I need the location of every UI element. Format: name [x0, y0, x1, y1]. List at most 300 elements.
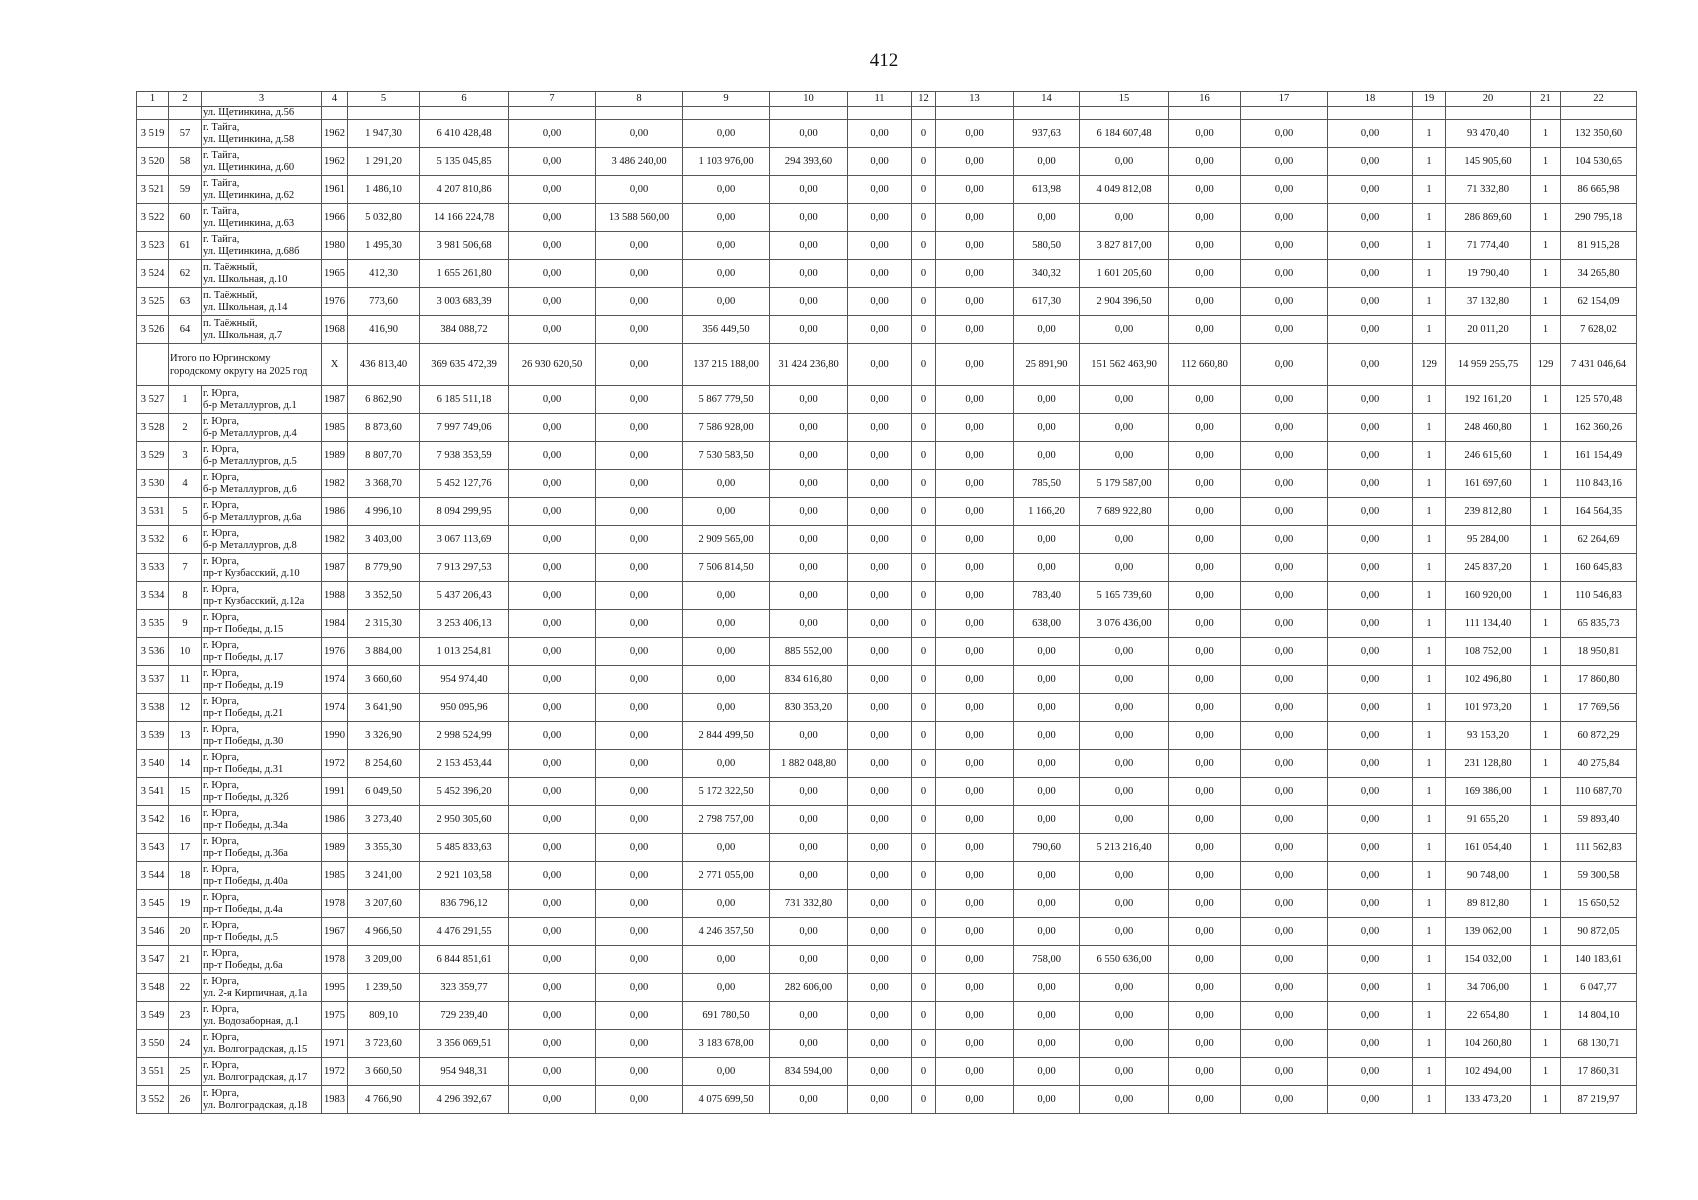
cell-value: 1985	[322, 862, 348, 890]
table-row	[137, 288, 1637, 316]
cell-value: 0,00	[770, 120, 848, 148]
cell-number: 63	[169, 288, 202, 316]
cell-value: 0,00	[848, 288, 912, 316]
table-row	[137, 316, 1637, 344]
cell-value: 3 368,70	[348, 470, 420, 498]
table-row	[137, 442, 1637, 470]
cell-value: 0,00	[1241, 694, 1328, 722]
cell-value: 1	[1531, 120, 1561, 148]
cell-value: 3 183 678,00	[683, 1030, 770, 1058]
cell-value: 0,00	[1080, 1002, 1169, 1030]
cell-value: 20 011,20	[1446, 316, 1531, 344]
cell-value: 160 920,00	[1446, 582, 1531, 610]
cell-value: 90 748,00	[1446, 862, 1531, 890]
cell-value: 0,00	[936, 778, 1014, 806]
cell-value: 0,00	[1241, 260, 1328, 288]
cell-value: 1983	[322, 1086, 348, 1114]
cell-value: 0,00	[936, 834, 1014, 862]
cell-value: 0,00	[1014, 750, 1080, 778]
cell-value: 1985	[322, 414, 348, 442]
cell-value: 0,00	[1328, 806, 1413, 834]
cell-id: 3 529	[137, 442, 169, 470]
address-locality: г. Юрга,	[203, 1087, 240, 1099]
cell-value: 1	[1413, 862, 1446, 890]
cell-value: 0,00	[509, 526, 596, 554]
cell-value: 7 997 749,06	[420, 414, 509, 442]
cell-value: 1	[1413, 722, 1446, 750]
cell-value: 0,00	[1014, 1030, 1080, 1058]
cell-address	[202, 386, 322, 414]
address-street: ул. Щетинкина, д.68б	[203, 245, 300, 257]
cell-value: 954 948,31	[420, 1058, 509, 1086]
cell-value: 1961	[322, 176, 348, 204]
cell-value: 151 562 463,90	[1080, 344, 1169, 386]
cell-value: 6 550 636,00	[1080, 946, 1169, 974]
cell-value: 1 947,30	[348, 120, 420, 148]
cell-value: 0,00	[509, 806, 596, 834]
cell-value: 3 003 683,39	[420, 288, 509, 316]
cell-number: 19	[169, 890, 202, 918]
address-street: пр-т Кузбасский, д.10	[203, 567, 300, 579]
table-row	[137, 554, 1637, 582]
cell-address	[202, 498, 322, 526]
cell-value: 5 867 779,50	[683, 386, 770, 414]
cell-value: 0,00	[1328, 498, 1413, 526]
cell-value: 2 844 499,50	[683, 722, 770, 750]
cell-value: 1	[1413, 260, 1446, 288]
cell-value: 0,00	[596, 610, 683, 638]
cell-value: 436 813,40	[348, 344, 420, 386]
cell-value: 161 697,60	[1446, 470, 1531, 498]
cell-value: 89 812,80	[1446, 890, 1531, 918]
table-row	[137, 120, 1637, 148]
cell-value: 34 706,00	[1446, 974, 1531, 1002]
cell-id: 3 552	[137, 1086, 169, 1114]
cell-value: 93 153,20	[1446, 722, 1531, 750]
cell-value: 0,00	[848, 974, 912, 1002]
cell-value: 0,00	[1328, 148, 1413, 176]
cell-value: 0,00	[1169, 722, 1241, 750]
cell-value: 192 161,20	[1446, 386, 1531, 414]
cell-value: 4 296 392,67	[420, 1086, 509, 1114]
continuation-row	[137, 107, 1637, 120]
cell-value: 1	[1413, 498, 1446, 526]
cell-value: 0	[912, 554, 936, 582]
cell-number: 25	[169, 1058, 202, 1086]
address-locality: г. Юрга,	[203, 583, 240, 595]
cell-value: 1	[1413, 890, 1446, 918]
cell-value: 1	[1531, 806, 1561, 834]
cell-value: 0,00	[848, 722, 912, 750]
cell-value: 0,00	[509, 1030, 596, 1058]
cell-value: 0,00	[848, 554, 912, 582]
column-header: 17	[1241, 92, 1328, 107]
cell-value: 7 938 353,59	[420, 442, 509, 470]
cell-value: 0,00	[848, 890, 912, 918]
cell-id: 3 519	[137, 120, 169, 148]
cell-value: 0,00	[1328, 316, 1413, 344]
cell-value: 0,00	[936, 638, 1014, 666]
cell-id: 3 531	[137, 498, 169, 526]
cell-value: 0,00	[1241, 442, 1328, 470]
cell-value: 0,00	[596, 288, 683, 316]
cell-value: 0,00	[848, 232, 912, 260]
cell-value: 0,00	[848, 806, 912, 834]
table-row	[137, 260, 1637, 288]
cell-address	[202, 288, 322, 316]
cell-value: 1	[1531, 498, 1561, 526]
address-locality: г. Юрга,	[203, 863, 240, 875]
cell-value: 0,00	[596, 722, 683, 750]
cell-number: 62	[169, 260, 202, 288]
table-row	[137, 176, 1637, 204]
cell-value: 0,00	[1080, 806, 1169, 834]
cell-value: 0,00	[596, 386, 683, 414]
cell-value: 0,00	[1328, 582, 1413, 610]
cell-value: 7 506 814,50	[683, 554, 770, 582]
cell-value: 0,00	[1014, 778, 1080, 806]
cell-value: 0,00	[848, 148, 912, 176]
cell-value: 5 452 396,20	[420, 778, 509, 806]
cell-value: 0,00	[1169, 498, 1241, 526]
cell-id: 3 530	[137, 470, 169, 498]
cell-value: 0,00	[936, 316, 1014, 344]
cell-value: 0,00	[936, 260, 1014, 288]
address-locality: г. Юрга,	[203, 947, 240, 959]
address-locality: г. Юрга,	[203, 891, 240, 903]
cell-value: 0,00	[1169, 750, 1241, 778]
cell-value: 110 687,70	[1561, 778, 1637, 806]
cell-value: 0,00	[509, 778, 596, 806]
cell-number: 61	[169, 232, 202, 260]
cell-value: 0,00	[509, 288, 596, 316]
column-header: 19	[1413, 92, 1446, 107]
cell-value: 0,00	[1080, 386, 1169, 414]
cell-value: 0,00	[683, 498, 770, 526]
cell-id: 3 521	[137, 176, 169, 204]
cell-value: 0	[912, 638, 936, 666]
cell-value: 0,00	[683, 120, 770, 148]
cell-value: 0,00	[1241, 890, 1328, 918]
cell-value: 937,63	[1014, 120, 1080, 148]
cell-value: 0,00	[596, 120, 683, 148]
cell-number: 3	[169, 442, 202, 470]
cell-value: 0,00	[683, 260, 770, 288]
cell-value: 0,00	[1328, 862, 1413, 890]
cell-value: 0,00	[1328, 1086, 1413, 1114]
cell-value: 2 798 757,00	[683, 806, 770, 834]
cell-value: 0,00	[1328, 442, 1413, 470]
cell-value: 0,00	[1241, 722, 1328, 750]
cell-value: 0,00	[848, 1058, 912, 1086]
cell-value: 15 650,52	[1561, 890, 1637, 918]
cell-value: 384 088,72	[420, 316, 509, 344]
cell-value: 1	[1413, 232, 1446, 260]
cell-value: 2 950 305,60	[420, 806, 509, 834]
cell-value: 0,00	[683, 638, 770, 666]
cell-value: 6 844 851,61	[420, 946, 509, 974]
cell-value: 783,40	[1014, 582, 1080, 610]
cell-value: 0,00	[1241, 1002, 1328, 1030]
cell-value: 4 049 812,08	[1080, 176, 1169, 204]
table-row	[137, 1002, 1637, 1030]
cell-value: 1	[1413, 946, 1446, 974]
cell-value: 0,00	[1014, 1002, 1080, 1030]
cell-value: 830 353,20	[770, 694, 848, 722]
cell-value: 1 601 205,60	[1080, 260, 1169, 288]
cell-value: 17 860,31	[1561, 1058, 1637, 1086]
cell-value: 140 183,61	[1561, 946, 1637, 974]
cell-value: 1987	[322, 554, 348, 582]
cell-number: 22	[169, 974, 202, 1002]
cell-value: 95 284,00	[1446, 526, 1531, 554]
cell-value: 0,00	[770, 554, 848, 582]
table-row	[137, 1030, 1637, 1058]
cell-number: 7	[169, 554, 202, 582]
cell-value: 1	[1413, 694, 1446, 722]
cell-value: 8 254,60	[348, 750, 420, 778]
cell-value: 0,00	[936, 750, 1014, 778]
cell-value: 0,00	[1080, 694, 1169, 722]
cell-value: 758,00	[1014, 946, 1080, 974]
cell-value: 3 067 113,69	[420, 526, 509, 554]
cell-value: 0,00	[1080, 526, 1169, 554]
cell-value: 0,00	[1014, 890, 1080, 918]
cell-id: 3 549	[137, 1002, 169, 1030]
cell-value: 0,00	[1241, 1086, 1328, 1114]
cell-address	[202, 1086, 322, 1114]
address-street: пр-т Победы, д.15	[203, 623, 284, 635]
cell-value: 0,00	[1241, 470, 1328, 498]
cell-value: 0,00	[1328, 1058, 1413, 1086]
cell-address	[202, 442, 322, 470]
address-street: ул. Щетинкина, д.60	[203, 161, 295, 173]
column-header: 1	[137, 92, 169, 107]
cell-value: 1	[1413, 610, 1446, 638]
cell-value: 0,00	[509, 232, 596, 260]
cell-value: 1990	[322, 722, 348, 750]
cell-value: 5 485 833,63	[420, 834, 509, 862]
cell-value: 0,00	[509, 1086, 596, 1114]
cell-value: 1	[1531, 946, 1561, 974]
table-row	[137, 834, 1637, 862]
address-locality: г. Юрга,	[203, 471, 240, 483]
cell-value: 0,00	[1014, 442, 1080, 470]
cell-id: 3 522	[137, 204, 169, 232]
address-street: ул. Щетинкина, д.58	[203, 133, 295, 145]
cell-value: 0,00	[1241, 918, 1328, 946]
cell-id: 3 526	[137, 316, 169, 344]
cell-value: 1	[1413, 1086, 1446, 1114]
cell-value: 691 780,50	[683, 1002, 770, 1030]
address-street: пр-т Победы, д.31	[203, 763, 284, 775]
address-locality: г. Юрга,	[203, 779, 240, 791]
column-header: 5	[348, 92, 420, 107]
cell-value: 0,00	[509, 414, 596, 442]
cell-value: 111 562,83	[1561, 834, 1637, 862]
address-locality: г. Юрга,	[203, 415, 240, 427]
cell-value: 0,00	[770, 918, 848, 946]
cell-value: 0,00	[683, 288, 770, 316]
cell-value: 340,32	[1014, 260, 1080, 288]
cell-number: 15	[169, 778, 202, 806]
cell-value: 6 184 607,48	[1080, 120, 1169, 148]
cell-value: 0,00	[509, 918, 596, 946]
cell-value: 5 032,80	[348, 204, 420, 232]
cell-id: 3 548	[137, 974, 169, 1002]
cell-value: 0,00	[936, 120, 1014, 148]
cell-value: 1965	[322, 260, 348, 288]
cell-value: 0,00	[936, 498, 1014, 526]
cell-id	[137, 107, 169, 120]
cell-value: 0,00	[1241, 974, 1328, 1002]
column-header: 20	[1446, 92, 1531, 107]
cell-value: 22 654,80	[1446, 1002, 1531, 1030]
cell-value: 0,00	[936, 1002, 1014, 1030]
cell-value: 1	[1531, 232, 1561, 260]
cell-value: 0,00	[1080, 554, 1169, 582]
cell-value: 0,00	[596, 176, 683, 204]
cell-value: 0,00	[509, 498, 596, 526]
cell-value: 0,00	[509, 386, 596, 414]
cell-value: 0,00	[1241, 554, 1328, 582]
cell-address	[202, 638, 322, 666]
cell-id: 3 536	[137, 638, 169, 666]
cell-value: 0,00	[1169, 316, 1241, 344]
cell-value: 1986	[322, 498, 348, 526]
cell-value: 1	[1531, 526, 1561, 554]
table-row	[137, 232, 1637, 260]
cell-value: 0,00	[1080, 442, 1169, 470]
table-row	[137, 638, 1637, 666]
cell-number: 24	[169, 1030, 202, 1058]
cell-value: 0,00	[1080, 974, 1169, 1002]
cell-value: 1	[1531, 1086, 1561, 1114]
cell-value: 0,00	[596, 694, 683, 722]
column-header: 8	[596, 92, 683, 107]
cell-value: 0,00	[770, 834, 848, 862]
address-locality: г. Юрга,	[203, 1031, 240, 1043]
cell-value: 91 655,20	[1446, 806, 1531, 834]
column-header: 3	[202, 92, 322, 107]
cell-value: 0	[912, 526, 936, 554]
column-header: 4	[322, 92, 348, 107]
cell-value: 231 128,80	[1446, 750, 1531, 778]
cell-value: 290 795,18	[1561, 204, 1637, 232]
cell-value: 0,00	[596, 1030, 683, 1058]
address-locality: г. Юрга,	[203, 387, 240, 399]
cell-value: 19 790,40	[1446, 260, 1531, 288]
cell-value: 102 496,80	[1446, 666, 1531, 694]
cell-value: 0,00	[770, 806, 848, 834]
cell-value: 0,00	[1328, 120, 1413, 148]
cell-value: 0	[912, 204, 936, 232]
cell-value: 0,00	[1328, 232, 1413, 260]
cell-value: 0,00	[848, 260, 912, 288]
cell-value: 3 352,50	[348, 582, 420, 610]
cell-value: 0,00	[848, 694, 912, 722]
cell-value: 239 812,80	[1446, 498, 1531, 526]
table-row	[137, 946, 1637, 974]
cell-value: 1	[1413, 1030, 1446, 1058]
column-header: 15	[1080, 92, 1169, 107]
cell-value: 0,00	[848, 946, 912, 974]
address-locality: г. Тайга,	[203, 121, 240, 133]
cell-value: 3 660,60	[348, 666, 420, 694]
cell-id: 3 547	[137, 946, 169, 974]
cell-value: 1 013 254,81	[420, 638, 509, 666]
cell-value: 0,00	[596, 778, 683, 806]
cell-value: 0,00	[509, 974, 596, 1002]
cell-value: 0,00	[1014, 806, 1080, 834]
cell-value: 104 260,80	[1446, 1030, 1531, 1058]
cell-value: 1 486,10	[348, 176, 420, 204]
cell-value: 0,00	[1080, 1086, 1169, 1114]
cell-value: 0,00	[848, 1086, 912, 1114]
cell-id: 3 533	[137, 554, 169, 582]
cell-value: 0	[912, 806, 936, 834]
address-locality: г. Тайга,	[203, 149, 240, 161]
column-header: 13	[936, 92, 1014, 107]
cell-value: 2 771 055,00	[683, 862, 770, 890]
cell-value: 0,00	[1169, 946, 1241, 974]
address-street: ул. Щетинкина, д.63	[203, 217, 295, 229]
cell-address	[202, 232, 322, 260]
address-locality: г. Юрга,	[203, 975, 240, 987]
cell-number: 64	[169, 316, 202, 344]
cell-value: 0,00	[848, 470, 912, 498]
cell-value: 0	[912, 890, 936, 918]
cell-address	[202, 470, 322, 498]
cell-value: 112 660,80	[1169, 344, 1241, 386]
cell-value: 0	[912, 120, 936, 148]
cell-number: 16	[169, 806, 202, 834]
cell-number: 59	[169, 176, 202, 204]
cell-number: 11	[169, 666, 202, 694]
cell-value: 86 665,98	[1561, 176, 1637, 204]
cell-value: 0,00	[1241, 120, 1328, 148]
cell-address	[202, 722, 322, 750]
cell-value: 1982	[322, 470, 348, 498]
cell-number: 14	[169, 750, 202, 778]
address-locality: г. Юрга,	[203, 611, 240, 623]
cell-value: 18 950,81	[1561, 638, 1637, 666]
cell-value: 1986	[322, 806, 348, 834]
cell-value: 0,00	[596, 260, 683, 288]
cell-value: 0,00	[936, 806, 1014, 834]
cell-value: 0,00	[936, 1030, 1014, 1058]
cell-value: 3 355,30	[348, 834, 420, 862]
cell-value: 0,00	[936, 1058, 1014, 1086]
cell-value: 139 062,00	[1446, 918, 1531, 946]
cell-value: 0,00	[936, 288, 1014, 316]
cell-value: 0,00	[1241, 316, 1328, 344]
cell-value: 1978	[322, 946, 348, 974]
cell-value: 14 166 224,78	[420, 204, 509, 232]
cell-value: 161 154,49	[1561, 442, 1637, 470]
cell-value: 356 449,50	[683, 316, 770, 344]
cell-id: 3 524	[137, 260, 169, 288]
table-row	[137, 526, 1637, 554]
cell-value: 836 796,12	[420, 890, 509, 918]
cell-value: 0,00	[683, 834, 770, 862]
cell-value: 1	[1413, 316, 1446, 344]
cell-value: 1980	[322, 232, 348, 260]
cell-value: 0,00	[683, 610, 770, 638]
cell-value: 1975	[322, 1002, 348, 1030]
cell-value: 0,00	[1328, 204, 1413, 232]
cell-value: 1	[1531, 750, 1561, 778]
